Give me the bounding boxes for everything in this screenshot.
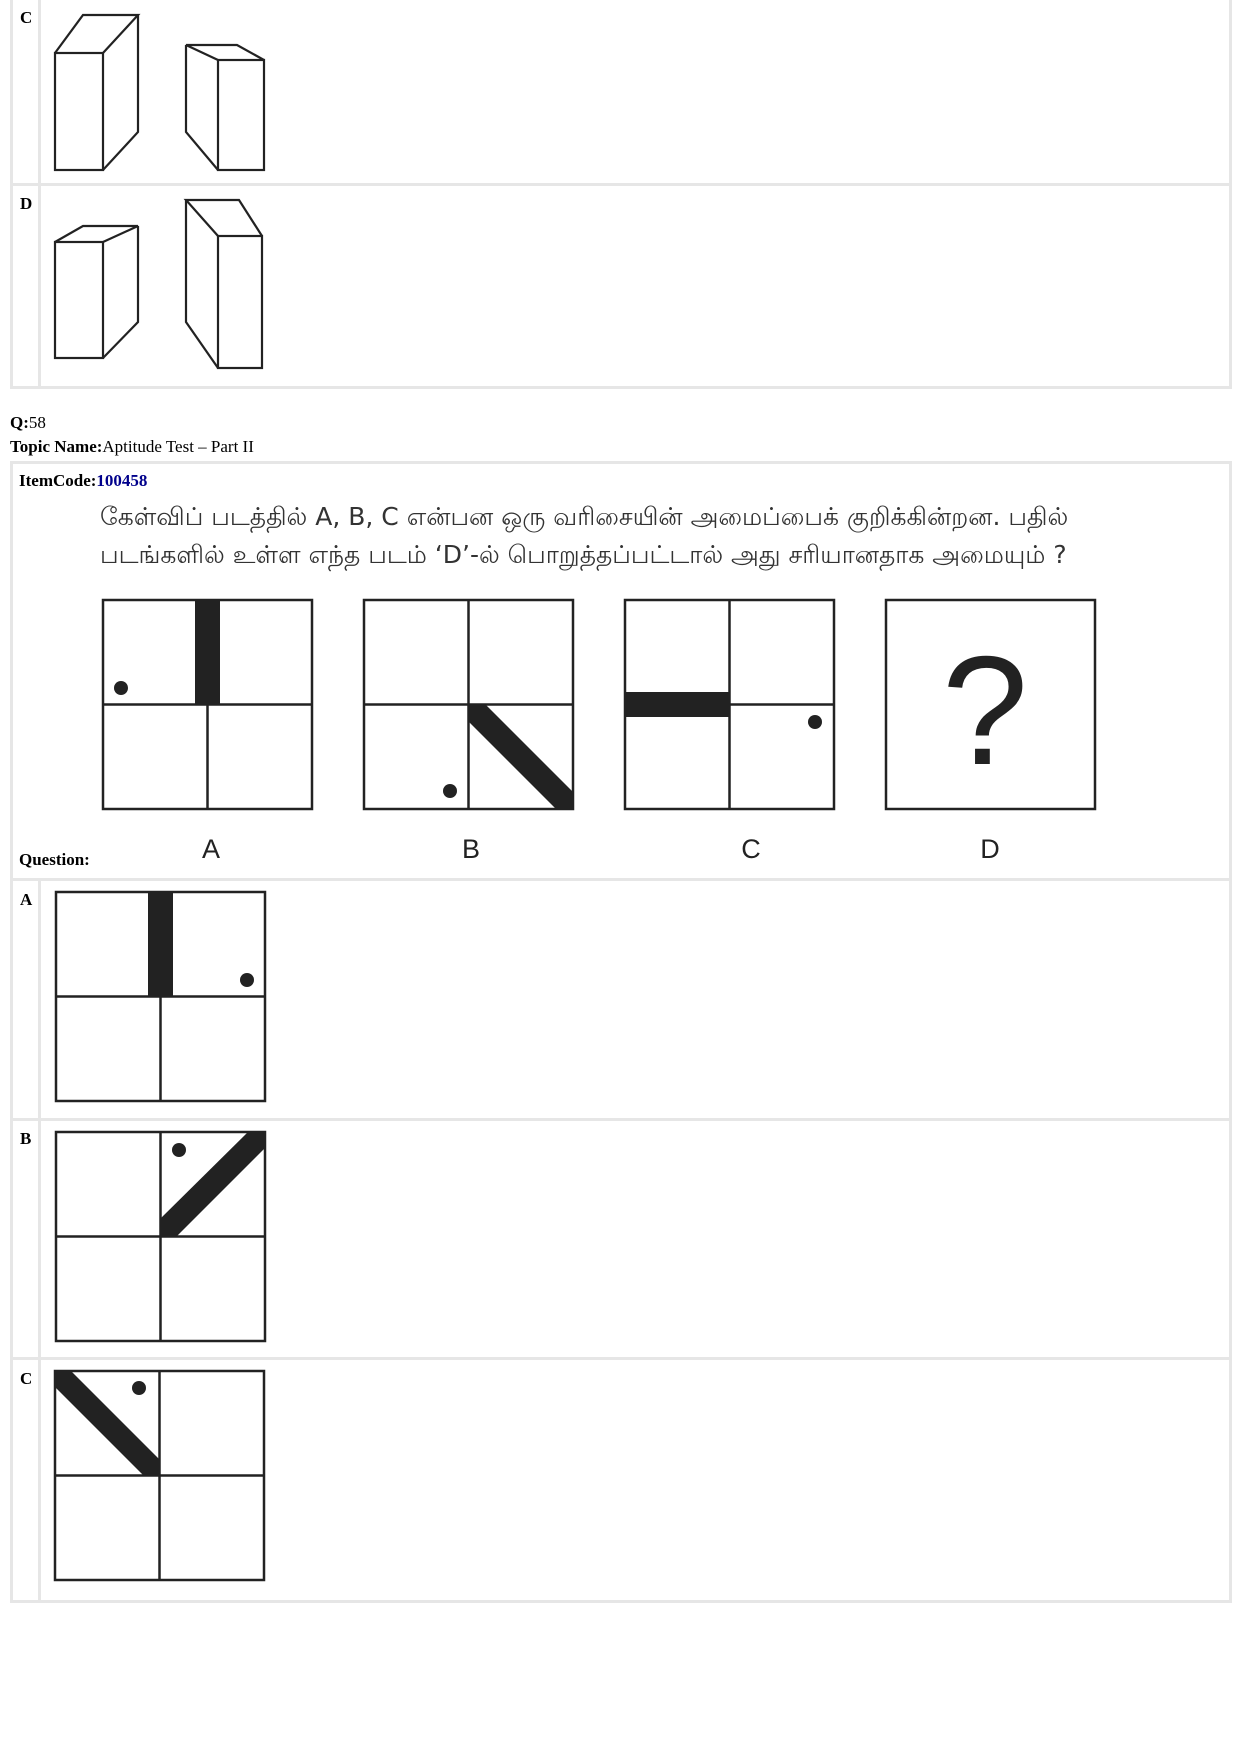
figure-label-b: B (461, 834, 480, 864)
option-c-figure[interactable] (54, 1370, 266, 1582)
question-mark: ? (941, 624, 1029, 797)
figure-label-c: C (741, 834, 761, 864)
question-text-line-1: கேள்விப் படத்தில் A, B, C என்பன ஒரு வரிசையின் அமைப்பைக் குறிக்கின்றன. பதில் (100, 502, 1069, 531)
question-number-label: Q: (10, 413, 29, 432)
question-label (19, 850, 90, 870)
prev-option-d-figure[interactable] (50, 196, 270, 366)
question-text-line-2: படங்களில் உள்ள எந்த படம் ‘D’-ல் பொறுத்தப்பட்டால் அது சரியானதாக அமையும் ? (100, 540, 1067, 569)
option-b-letter[interactable]: B (20, 1129, 32, 1148)
option-c-letter[interactable]: C (20, 1369, 33, 1388)
prev-options-divider (38, 0, 41, 387)
prev-option-d-letter[interactable]: D (20, 194, 33, 213)
topic-name: Aptitude Test – Part II (102, 437, 254, 456)
option-a-figure[interactable] (55, 891, 267, 1103)
question-figure-d (885, 599, 1097, 811)
question-figure-a (102, 599, 314, 811)
options-row-divider-2 (10, 1357, 1232, 1360)
figure-label-a: A (201, 834, 220, 864)
options-divider (38, 881, 41, 1600)
itemcode-line (19, 471, 147, 491)
itemcode-label: ItemCode: (19, 471, 97, 490)
question-number-line (10, 413, 46, 433)
question-figure-b (363, 599, 575, 811)
figure-label-d: D (980, 834, 1000, 864)
itemcode-value: 100458 (96, 471, 148, 490)
prev-options-row-divider (10, 183, 1232, 186)
option-b-figure[interactable] (55, 1131, 267, 1343)
option-a-letter[interactable]: A (20, 890, 33, 909)
prev-option-c-figure[interactable] (50, 10, 270, 180)
question-number: 58 (28, 413, 46, 432)
topic-line (10, 437, 254, 457)
question-label-text: Question: (19, 850, 90, 869)
question-figure-c (624, 599, 836, 811)
topic-label: Topic Name: (10, 437, 103, 456)
prev-option-c-letter[interactable]: C (20, 8, 33, 27)
options-row-divider-1 (10, 1118, 1232, 1121)
